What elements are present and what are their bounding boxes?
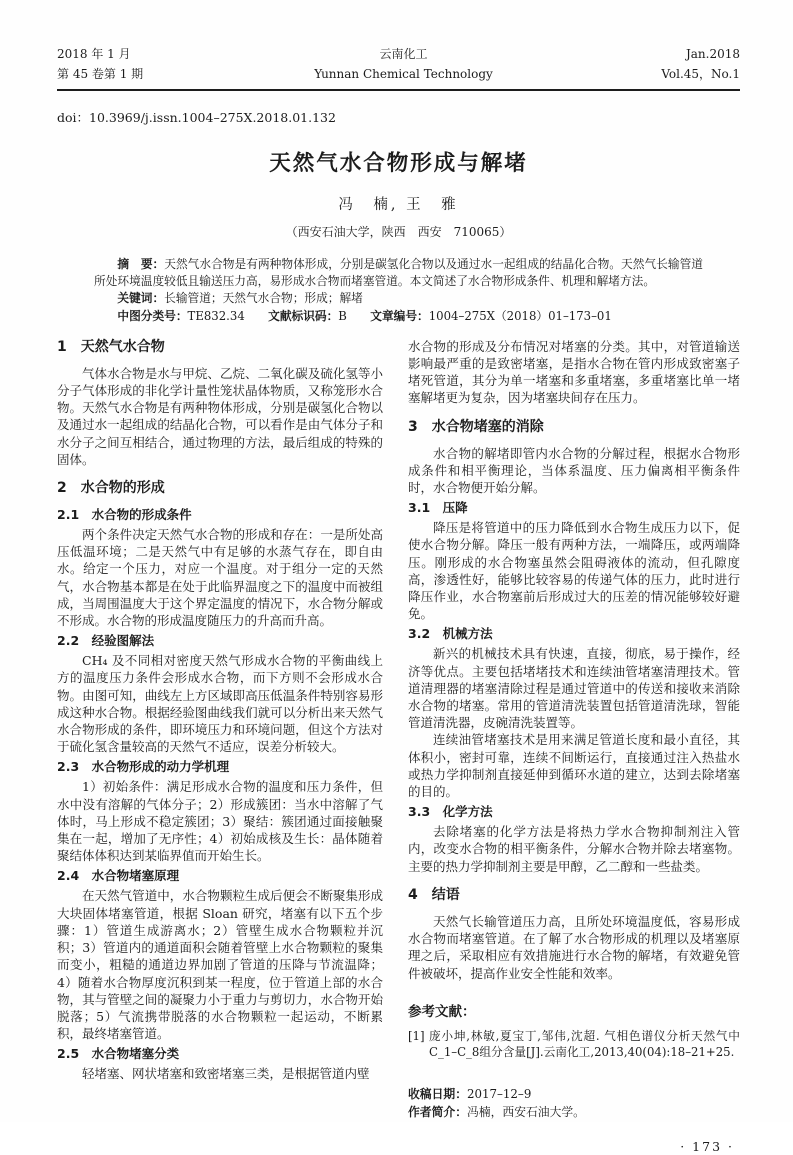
section-1-heading: 1 天然气水合物	[57, 338, 165, 355]
section-2-1-heading: 2.1 水合物的形成条件	[57, 507, 192, 523]
section-3-heading: 3 水合物堵塞的消除	[408, 418, 544, 435]
header-issue-info-cn	[57, 44, 177, 84]
paragraph: 气体水合物是水与甲烷、乙烷、二氧化碳及硫化氢等小分子气体形成的非化学计量性笼状晶体物质，又称笼形水合物。天然气水合物是有两种物体形成，分别是碳氢化合物以及通过水一起组成的结晶化合物，可以看作是由气体分子和水分子之间互相结合，通过物理的方法，最后组成的特殊的固体。	[57, 365, 383, 467]
clc-label: 中图分类号：	[117, 308, 188, 323]
paragraph: 降压是将管道中的压力降低到水合物生成压力以下，促使水合物分解。降压一般有两种方法，一端降压，或两端降压。刚形成的水合物塞虽然会阻碍液体的流动，但孔隙度高，渗透性好，能够比较容易的传递气体的压力，此时进行降压作业，水合物塞前后形成过大的压差的情况能够较好避免。	[408, 520, 740, 622]
section-2-3-heading: 2.3 水合物形成的动力学机理	[57, 759, 230, 775]
author-bio-label: 作者简介：	[408, 1105, 467, 1120]
right-column-blocks	[408, 338, 740, 1061]
article-body	[57, 338, 740, 1155]
abstract-text: 天然气水合物是有两种物体形成，分别是碳氢化合物以及通过水一起组成的结晶化合物。天然气长输管道所处环境温度较低且输送压力高，易形成水合物而堵塞管道。本文简述了水合物形成条件、机理和解堵方法。	[94, 257, 703, 289]
doc-code-value: B	[338, 308, 347, 323]
received-date-label: 收稿日期：	[408, 1086, 467, 1101]
paragraph: 去除堵塞的化学方法是将热力学水合物抑制剂注入管内，改变水合物的相平衡条件，分解水合物并除去堵塞物。 主要的热力学抑制剂主要是甲醇，乙二醇和一些盐类。	[408, 824, 740, 874]
paragraph: 1）初始条件：满足形成水合物的温度和压力条件，但水中没有溶解的气体分子；2）形成簇团：当水中溶解了气体时，马上形成不稳定簇团；3）聚结：簇团通过面接触聚集在一起，增加了无序性；4）初始成核及生长：晶体随着聚结体体积达到某临界值而开始生长。	[57, 779, 383, 864]
keywords-label: 关键词：	[117, 291, 165, 306]
paragraph: 两个条件决定天然气水合物的形成和存在：一是所处高压低温环境；二是天然气中有足够的水蒸气存在，即自由水。给定一个压力，对应一个温度。对于组分一定的天然气，水合物基本都是在处于此临界温度之下的温度中而被组成，当周围温度大于这个界定温度的情况下，水合物分解或不形成。水合物的形成温度随压力的升高而升高。	[57, 527, 383, 629]
abstract-row	[94, 256, 703, 290]
section-3-1-heading: 3.1 压降	[408, 500, 468, 516]
paragraph: 连续油管堵塞技术是用来满足管道长度和最小直径，其体积小，密封可靠，连续不间断运行，直接通过注入热盐水或热力学抑制剂直接延伸到循环水道的建立，达到去除堵塞的目的。	[408, 732, 740, 800]
section-2-heading: 2 水合物的形成	[57, 480, 165, 497]
keywords-text: 长输管道；天然气水合物；形成；解堵	[164, 291, 363, 306]
journal-name-en: Yunnan Chemical Technology	[314, 67, 493, 81]
header-issue-info-en	[630, 44, 740, 84]
article-authors: 冯 楠, 王 雅	[338, 197, 459, 213]
section-2-4-heading: 2.4 水合物堵塞原理	[57, 868, 180, 884]
section-2-2-heading: 2.2 经验图解法	[57, 633, 155, 649]
abstract-label: 摘 要：	[117, 257, 165, 271]
article-id-value: 1004–275X（2018）01–173–01	[428, 308, 612, 323]
article-id-label: 文章编号：	[370, 308, 429, 323]
journal-date-en: Jan.2018	[685, 47, 740, 61]
abstract-block	[94, 256, 703, 325]
right-column	[408, 338, 740, 1155]
received-date-value: 2017–12–9	[467, 1086, 532, 1101]
section-3-3-heading: 3.3 化学方法	[408, 804, 493, 820]
paragraph: 新兴的机械技术具有快速，直接，彻底，易于操作，经济等优点。主要包括堵堵技术和连续油管堵塞清理技术。管道清理器的堵塞清除过程是通过管道中的传送和接收来消除水合物的堵塞。常用的管道清洗装置包括管道清洗球，智能管道清洗器，皮碗清洗装置等。	[408, 646, 740, 731]
references-heading: 参考文献：	[408, 1003, 476, 1020]
left-column	[57, 338, 383, 1155]
journal-name-cn: 云南化工	[379, 47, 428, 61]
section-4-heading: 4 结语	[408, 886, 460, 903]
journal-issue-cn: 第 45 卷第 1 期	[57, 67, 144, 81]
doc-code-label: 文献标识码：	[268, 308, 339, 323]
paragraph: 轻堵塞、网状堵塞和致密堵塞三类，是根据管道内壁	[82, 1066, 370, 1082]
paragraph: 水合物的解堵即管内水合物的分解过程，根据水合物形成条件和相平衡理论，当体系温度、压力偏离相平衡条件时，水合物便开始分解。	[408, 445, 740, 496]
paragraph: CH₄ 及不同相对密度天然气形成水合物的平衡曲线上方的温度压力条件会形成水合物，而下方则不会形成水合物。由图可知，曲线左上方区域即高压低温条件特别容易形成这种水合物。根据经验图曲线我们就可以分析出来天然气水合物形成的条件，即环境压力和环境问题，但这个方法对于硫化氢含量较高的天然气不适应，误差分析较大。	[57, 653, 383, 755]
journal-date-cn: 2018 年 1 月	[57, 47, 131, 61]
journal-header	[57, 44, 740, 91]
author-bio-value: 冯楠，西安石油大学。	[467, 1105, 585, 1120]
reference-item: [1] 庞小坤,林敏,夏宝丁,邹伟,沈超. 气相色谱仪分析天然气中C_1–C_8组分含量[J].云南化工,2013,40(04):18–21+25.	[408, 1028, 740, 1060]
journal-name	[177, 44, 630, 84]
section-2-5-heading: 2.5 水合物堵塞分类	[57, 1046, 180, 1062]
journal-issue-en: Vol.45，No.1	[661, 67, 740, 81]
article-title: 天然气水合物形成与解堵	[269, 151, 528, 176]
clc-value: TE832.34	[187, 308, 245, 323]
keywords-row	[94, 290, 703, 307]
section-3-2-heading: 3.2 机械方法	[408, 626, 493, 642]
author-bio-row	[408, 1103, 740, 1122]
article-affiliation: （西安石油大学，陕西 西安 710065）	[285, 225, 512, 239]
paragraph: 在天然气管道中，水合物颗粒生成后便会不断聚集形成大块固体堵塞管道，根据 Sloan 研究，堵塞有以下五个步骤：1）管道生成游离水；2）管壁生成水合物颗粒并沉积；3）管道内的通道面积会随着管壁上水合物颗粒的聚集而变小，粗糙的通道边界加剧了管道的压降与节流温降；4）随着水合物厚度沉积到某一程度，位于管道上部的水合物，其与管壁之间的凝聚力小于重力与剪切力，水合物开始脱落；5）气流携带脱落的水合物颗粒一起运动，不断累积，最终堵塞管道。	[57, 888, 383, 1042]
paragraph: 天然气长输管道压力高，且所处环境温度低，容易形成水合物而堵塞管道。在了解了水合物形成的机理以及堵塞原理之后，采取相应有效措施进行水合物的解堵，有效避免管件被破坏，提高作业安全性能和效率。	[408, 913, 740, 981]
received-date-row	[408, 1085, 740, 1104]
paragraph-continuation: 水合物的形成及分布情况对堵塞的分类。其中，对管道输送影响最严重的是致密堵塞，是指水合物在管内形成致密塞子堵死管道，其分为单一堵塞和多重堵塞，多重堵塞比单一堵塞解堵更为复杂，因为堵塞块间存在压力。	[408, 338, 740, 406]
doi-line: doi：10.3969/j.issn.1004–275X.2018.01.132	[57, 110, 336, 125]
footer-notes	[408, 1085, 740, 1122]
meta-row	[94, 308, 703, 325]
page-number: · 173 ·	[680, 1138, 734, 1154]
